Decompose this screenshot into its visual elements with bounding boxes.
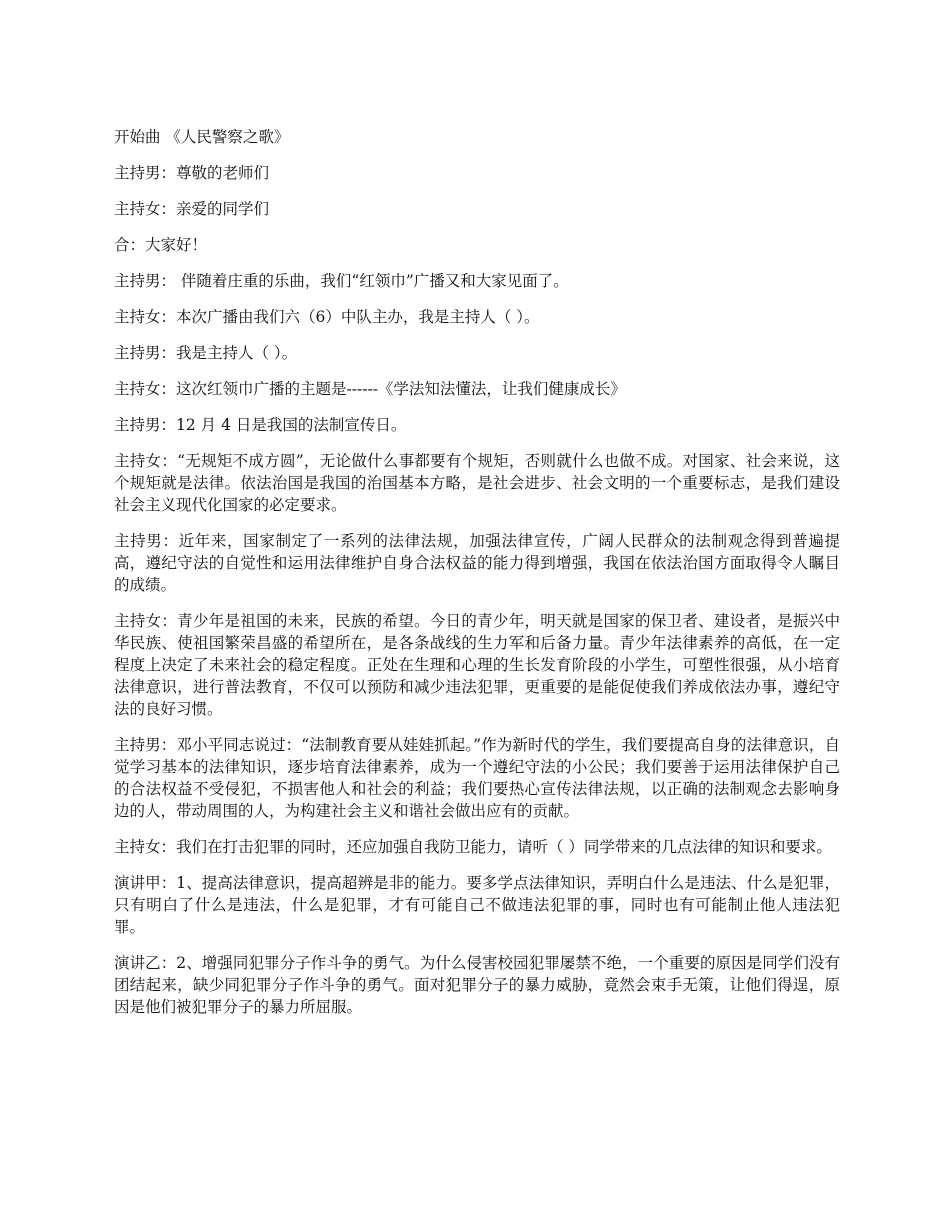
paragraph-youth: 主持女：青少年是祖国的未来，民族的希望。今日的青少年，明天就是国家的保卫者、建设者，是振兴中华民族、使祖国繁荣昌盛的希望所在，是各条战线的生力军和后备力量。青少年法律素养的高低，在一定程度上决定了未来社会的稳定程度。正处在生理和心理的生长发育阶段的小学生，可塑性很强，从小培育法律意识，进行普法教育，不仅可以预防和减少违法犯罪，更重要的是能促使我们养成依法办事，遵纪守法的良好习惯。 xyxy=(114,612,840,718)
paragraph-rules: 主持女：“无规矩不成方圆”，无论做什么事都要有个规矩，否则就什么也做不成。对国家、社会来说，这个规矩就是法律。依法治国是我国的治国基本方略，是社会进步、社会文明的一个重要标志，是我们建设社会主义现代化国家的必定要求。 xyxy=(114,452,840,514)
broadcast-theme: 主持女：这次红领巾广播的主题是------《学法知法懂法，让我们健康成长》 xyxy=(114,380,626,398)
host-male-self-intro: 主持男：我是主持人（ ）。 xyxy=(114,344,298,362)
paragraph-deng-quote: 主持男：邓小平同志说过：“法制教育要从娃娃抓起。”作为新时代的学生，我们要提高自身的法律意识，自觉学习基本的法律知识，逐步培育法律素养，成为一个遵纪守法的小公民；我们要善于运用法律保护自己的合法权益不受侵犯，不损害他人和社会的利益；我们要热心宣传法律法规，以正确的法制观念去影响身边的人，带动周围的人，为构建社会主义和谐社会做出应有的贡献。 xyxy=(114,736,840,820)
opening-music-line: 开始曲 《人民警察之歌》 xyxy=(114,128,290,146)
paragraph-laws: 主持男：近年来，国家制定了一系列的法律法规，加强法律宣传，广阔人民群众的法制观念得到普遍提高，遵纪守法的自觉性和运用法律维护自身合法权益的能力得到增强，我国在依法治国方面取得令人瞩目的成绩。 xyxy=(114,532,840,594)
host-female-intro: 主持女：本次广播由我们六（6）中队主办，我是主持人（ ）。 xyxy=(114,308,540,326)
speech-a: 演讲甲：1、提高法律意识，提高超辨是非的能力。要多学点法律知识，弄明白什么是违法、什么是犯罪，只有明白了什么是违法，什么是犯罪，才有可能自己不做违法犯罪的事，同时也有可能制止他人违法犯罪。 xyxy=(114,874,840,936)
host-male-intro: 主持男： 伴随着庄重的乐曲，我们“红领巾”广播又和大家见面了。 xyxy=(114,272,569,290)
document-body xyxy=(114,126,840,1032)
legal-day-line: 主持男：12 月 4 日是我国的法制宣传日。 xyxy=(114,416,407,434)
joint-greeting: 合：大家好！ xyxy=(114,236,208,254)
paragraph-self-defense: 主持女：我们在打击犯罪的同时，还应加强自我防卫能力，请听（ ）同学带来的几点法律的知识和要求。 xyxy=(114,838,832,856)
host-male-greeting: 主持男：尊敬的老师们 xyxy=(114,164,270,182)
speech-b: 演讲乙：2、增强同犯罪分子作斗争的勇气。为什么侵害校园犯罪屡禁不绝，一个重要的原因是同学们没有团结起来，缺少同犯罪分子作斗争的勇气。面对犯罪分子的暴力威胁，竟然会束手无策，让他们得逞，原因是他们被犯罪分子的暴力所屈服。 xyxy=(114,954,840,1016)
host-female-greeting: 主持女：亲爱的同学们 xyxy=(114,200,270,218)
